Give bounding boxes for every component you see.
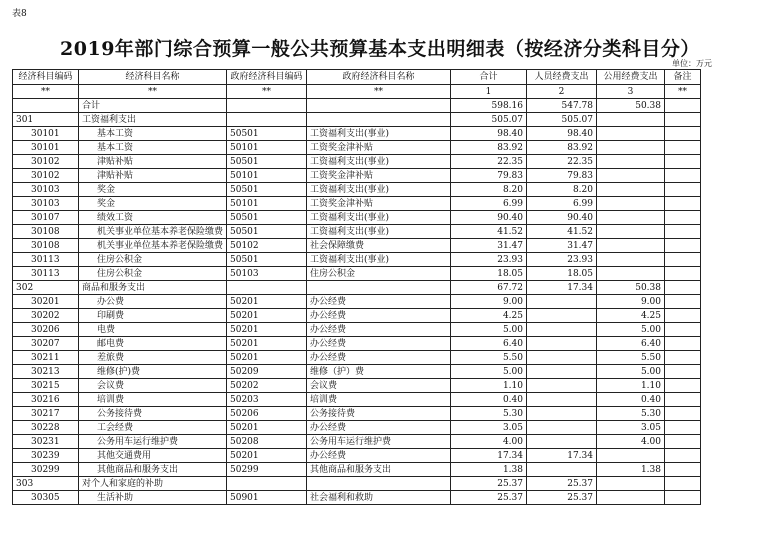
note-cell (665, 155, 701, 169)
econ-code-cell: 30239 (13, 449, 79, 463)
public-cell: 0.40 (597, 393, 665, 407)
table-row (13, 281, 701, 295)
gov-name-cell: 工资福利支出(事业) (307, 127, 451, 141)
econ-code-cell: 30231 (13, 435, 79, 449)
public-cell: 5.00 (597, 323, 665, 337)
public-cell (597, 225, 665, 239)
gov-code-cell: 50101 (227, 169, 307, 183)
note-cell (665, 393, 701, 407)
total-cell: 23.93 (451, 253, 527, 267)
personnel-cell: 17.34 (527, 449, 597, 463)
gov-name-cell: 办公经费 (307, 323, 451, 337)
econ-name-cell: 商品和服务支出 (79, 281, 227, 295)
gov-code-cell: 50103 (227, 267, 307, 281)
marker-cell: 3 (597, 85, 665, 99)
table-row (13, 393, 701, 407)
econ-code-cell: 30103 (13, 183, 79, 197)
gov-code-cell: 50501 (227, 127, 307, 141)
gov-name-cell: 办公经费 (307, 309, 451, 323)
gov-name-cell: 办公经费 (307, 295, 451, 309)
gov-name-cell: 工资奖金津补贴 (307, 141, 451, 155)
total-cell: 17.34 (451, 449, 527, 463)
total-cell: 6.40 (451, 337, 527, 351)
gov-code-cell: 50501 (227, 155, 307, 169)
personnel-cell: 79.83 (527, 169, 597, 183)
econ-name-cell: 公务接待费 (79, 407, 227, 421)
public-cell (597, 253, 665, 267)
gov-code-cell: 50101 (227, 141, 307, 155)
gov-name-cell: 工资福利支出(事业) (307, 225, 451, 239)
note-cell (665, 351, 701, 365)
gov-code-cell: 50201 (227, 351, 307, 365)
gov-code-cell: 50901 (227, 491, 307, 505)
marker-cell: 2 (527, 85, 597, 99)
column-header-gov-code: 政府经济科目编码 (227, 70, 307, 85)
table-row (13, 449, 701, 463)
note-cell (665, 169, 701, 183)
gov-code-cell: 50203 (227, 393, 307, 407)
public-cell (597, 127, 665, 141)
gov-code-cell: 50501 (227, 225, 307, 239)
total-cell: 31.47 (451, 239, 527, 253)
econ-code-cell: 30207 (13, 337, 79, 351)
public-cell: 3.05 (597, 421, 665, 435)
note-cell (665, 421, 701, 435)
econ-name-cell: 对个人和家庭的补助 (79, 477, 227, 491)
public-cell: 5.50 (597, 351, 665, 365)
budget-detail-table (12, 69, 701, 505)
personnel-cell: 25.37 (527, 491, 597, 505)
table-row (13, 127, 701, 141)
personnel-cell: 98.40 (527, 127, 597, 141)
marker-cell: ** (79, 85, 227, 99)
gov-code-cell: 50201 (227, 295, 307, 309)
econ-name-cell: 基本工资 (79, 127, 227, 141)
personnel-cell (527, 463, 597, 477)
gov-code-cell: 50201 (227, 449, 307, 463)
gov-code-cell: 50102 (227, 239, 307, 253)
personnel-cell (527, 365, 597, 379)
public-cell (597, 239, 665, 253)
column-header-note: 备注 (665, 70, 701, 85)
gov-name-cell: 维修（护）费 (307, 365, 451, 379)
econ-name-cell: 住房公积金 (79, 253, 227, 267)
gov-code-cell: 50501 (227, 211, 307, 225)
total-cell: 4.00 (451, 435, 527, 449)
gov-code-cell: 50501 (227, 183, 307, 197)
marker-row (13, 85, 701, 99)
econ-code-cell: 30108 (13, 239, 79, 253)
gov-name-cell: 工资福利支出(事业) (307, 155, 451, 169)
table-row (13, 323, 701, 337)
gov-name-cell: 社会福利和救助 (307, 491, 451, 505)
gov-name-cell: 工资奖金津补贴 (307, 197, 451, 211)
econ-code-cell: 30211 (13, 351, 79, 365)
econ-name-cell: 会议费 (79, 379, 227, 393)
personnel-cell (527, 309, 597, 323)
note-cell (665, 337, 701, 351)
gov-code-cell: 50209 (227, 365, 307, 379)
note-cell (665, 99, 701, 113)
econ-code-cell: 30228 (13, 421, 79, 435)
econ-name-cell: 合计 (79, 99, 227, 113)
table-number-label: 表8 (12, 9, 27, 19)
gov-name-cell: 工资福利支出(事业) (307, 183, 451, 197)
personnel-cell (527, 379, 597, 393)
personnel-cell: 22.35 (527, 155, 597, 169)
econ-code-cell: 30102 (13, 169, 79, 183)
public-cell: 50.38 (597, 99, 665, 113)
econ-name-cell: 基本工资 (79, 141, 227, 155)
table-row (13, 477, 701, 491)
public-cell (597, 197, 665, 211)
econ-name-cell: 机关事业单位基本养老保险缴费 (79, 225, 227, 239)
public-cell (597, 169, 665, 183)
gov-code-cell: 50201 (227, 323, 307, 337)
econ-code-cell: 302 (13, 281, 79, 295)
gov-name-cell: 工资奖金津补贴 (307, 169, 451, 183)
table-row (13, 99, 701, 113)
total-cell: 6.99 (451, 197, 527, 211)
personnel-cell: 18.05 (527, 267, 597, 281)
gov-name-cell: 办公经费 (307, 421, 451, 435)
total-cell: 41.52 (451, 225, 527, 239)
gov-code-cell (227, 281, 307, 295)
personnel-cell: 83.92 (527, 141, 597, 155)
econ-name-cell: 邮电费 (79, 337, 227, 351)
table-row (13, 155, 701, 169)
econ-name-cell: 电费 (79, 323, 227, 337)
note-cell (665, 491, 701, 505)
gov-name-cell: 办公经费 (307, 351, 451, 365)
public-cell: 1.10 (597, 379, 665, 393)
total-cell: 18.05 (451, 267, 527, 281)
total-cell: 505.07 (451, 113, 527, 127)
public-cell (597, 141, 665, 155)
gov-name-cell (307, 99, 451, 113)
column-header-total: 合计 (451, 70, 527, 85)
note-cell (665, 309, 701, 323)
page-title: 2019年部门综合预算一般公共预算基本支出明细表（按经济分类科目分） (60, 38, 700, 60)
table-row (13, 337, 701, 351)
personnel-cell: 23.93 (527, 253, 597, 267)
econ-name-cell: 培训费 (79, 393, 227, 407)
column-header-personnel: 人员经费支出 (527, 70, 597, 85)
table-body (13, 99, 701, 505)
econ-code-cell: 30113 (13, 267, 79, 281)
econ-code-cell: 30202 (13, 309, 79, 323)
econ-code-cell: 30103 (13, 197, 79, 211)
gov-code-cell: 50201 (227, 421, 307, 435)
personnel-cell: 25.37 (527, 477, 597, 491)
econ-code-cell: 30299 (13, 463, 79, 477)
public-cell (597, 113, 665, 127)
econ-code-cell: 30201 (13, 295, 79, 309)
gov-code-cell: 50201 (227, 309, 307, 323)
table-row (13, 463, 701, 477)
total-cell: 5.00 (451, 323, 527, 337)
total-cell: 9.00 (451, 295, 527, 309)
gov-code-cell: 50206 (227, 407, 307, 421)
personnel-cell (527, 295, 597, 309)
econ-code-cell: 30215 (13, 379, 79, 393)
note-cell (665, 225, 701, 239)
gov-name-cell: 住房公积金 (307, 267, 451, 281)
public-cell (597, 183, 665, 197)
personnel-cell: 90.40 (527, 211, 597, 225)
gov-name-cell: 办公经费 (307, 449, 451, 463)
total-cell: 3.05 (451, 421, 527, 435)
column-header-econ-name: 经济科目名称 (79, 70, 227, 85)
econ-code-cell (13, 99, 79, 113)
total-cell: 5.30 (451, 407, 527, 421)
total-cell: 4.25 (451, 309, 527, 323)
econ-code-cell: 30216 (13, 393, 79, 407)
econ-code-cell: 30206 (13, 323, 79, 337)
personnel-cell (527, 435, 597, 449)
gov-code-cell: 50299 (227, 463, 307, 477)
public-cell (597, 155, 665, 169)
marker-cell: 1 (451, 85, 527, 99)
econ-code-cell: 30217 (13, 407, 79, 421)
total-cell: 22.35 (451, 155, 527, 169)
gov-code-cell (227, 99, 307, 113)
public-cell (597, 211, 665, 225)
econ-name-cell: 住房公积金 (79, 267, 227, 281)
total-cell: 0.40 (451, 393, 527, 407)
gov-code-cell: 50208 (227, 435, 307, 449)
public-cell (597, 449, 665, 463)
column-header-gov-name: 政府经济科目名称 (307, 70, 451, 85)
marker-cell: ** (227, 85, 307, 99)
personnel-cell (527, 337, 597, 351)
econ-name-cell: 维修(护)费 (79, 365, 227, 379)
note-cell (665, 239, 701, 253)
table-row (13, 141, 701, 155)
total-cell: 67.72 (451, 281, 527, 295)
gov-code-cell: 50501 (227, 253, 307, 267)
marker-cell: ** (13, 85, 79, 99)
total-cell: 79.83 (451, 169, 527, 183)
gov-name-cell (307, 477, 451, 491)
econ-name-cell: 机关事业单位基本养老保险缴费 (79, 239, 227, 253)
unit-label: 单位：万元 (672, 59, 712, 68)
gov-name-cell: 工资福利支出(事业) (307, 253, 451, 267)
econ-code-cell: 303 (13, 477, 79, 491)
gov-code-cell (227, 113, 307, 127)
total-cell: 83.92 (451, 141, 527, 155)
personnel-cell: 6.99 (527, 197, 597, 211)
column-header-public: 公用经费支出 (597, 70, 665, 85)
table-row (13, 211, 701, 225)
note-cell (665, 379, 701, 393)
personnel-cell: 31.47 (527, 239, 597, 253)
table-row (13, 225, 701, 239)
public-cell: 4.25 (597, 309, 665, 323)
public-cell: 6.40 (597, 337, 665, 351)
column-header-econ-code: 经济科目编码 (13, 70, 79, 85)
personnel-cell (527, 323, 597, 337)
econ-code-cell: 30113 (13, 253, 79, 267)
note-cell (665, 295, 701, 309)
personnel-cell (527, 393, 597, 407)
table-row (13, 183, 701, 197)
gov-code-cell (227, 477, 307, 491)
note-cell (665, 127, 701, 141)
econ-code-cell: 301 (13, 113, 79, 127)
public-cell: 50.38 (597, 281, 665, 295)
gov-code-cell: 50201 (227, 337, 307, 351)
econ-name-cell: 奖金 (79, 197, 227, 211)
personnel-cell (527, 421, 597, 435)
marker-cell: ** (665, 85, 701, 99)
note-cell (665, 253, 701, 267)
note-cell (665, 183, 701, 197)
note-cell (665, 113, 701, 127)
note-cell (665, 365, 701, 379)
table-row (13, 295, 701, 309)
gov-name-cell: 工资福利支出(事业) (307, 211, 451, 225)
econ-code-cell: 30101 (13, 127, 79, 141)
table-row (13, 435, 701, 449)
table-row (13, 351, 701, 365)
gov-name-cell: 社会保障缴费 (307, 239, 451, 253)
header-row (13, 70, 701, 85)
econ-name-cell: 差旅费 (79, 351, 227, 365)
personnel-cell (527, 407, 597, 421)
gov-name-cell: 会议费 (307, 379, 451, 393)
table-row (13, 421, 701, 435)
econ-code-cell: 30101 (13, 141, 79, 155)
econ-name-cell: 公务用车运行维护费 (79, 435, 227, 449)
econ-name-cell: 奖金 (79, 183, 227, 197)
public-cell (597, 477, 665, 491)
econ-name-cell: 印刷费 (79, 309, 227, 323)
econ-name-cell: 办公费 (79, 295, 227, 309)
econ-code-cell: 30102 (13, 155, 79, 169)
gov-name-cell (307, 281, 451, 295)
public-cell (597, 267, 665, 281)
total-cell: 1.10 (451, 379, 527, 393)
econ-code-cell: 30305 (13, 491, 79, 505)
table-row (13, 365, 701, 379)
note-cell (665, 435, 701, 449)
total-cell: 8.20 (451, 183, 527, 197)
total-cell: 5.50 (451, 351, 527, 365)
personnel-cell: 505.07 (527, 113, 597, 127)
gov-name-cell: 办公经费 (307, 337, 451, 351)
public-cell: 9.00 (597, 295, 665, 309)
total-cell: 90.40 (451, 211, 527, 225)
note-cell (665, 449, 701, 463)
note-cell (665, 211, 701, 225)
personnel-cell: 17.34 (527, 281, 597, 295)
total-cell: 5.00 (451, 365, 527, 379)
note-cell (665, 281, 701, 295)
table-row (13, 253, 701, 267)
public-cell: 4.00 (597, 435, 665, 449)
total-cell: 25.37 (451, 491, 527, 505)
public-cell (597, 491, 665, 505)
gov-name-cell: 其他商品和服务支出 (307, 463, 451, 477)
econ-name-cell: 工会经费 (79, 421, 227, 435)
note-cell (665, 323, 701, 337)
econ-name-cell: 津贴补贴 (79, 155, 227, 169)
note-cell (665, 477, 701, 491)
table-row (13, 267, 701, 281)
public-cell: 5.30 (597, 407, 665, 421)
total-cell: 98.40 (451, 127, 527, 141)
note-cell (665, 267, 701, 281)
personnel-cell: 547.78 (527, 99, 597, 113)
gov-code-cell: 50101 (227, 197, 307, 211)
econ-code-cell: 30107 (13, 211, 79, 225)
note-cell (665, 407, 701, 421)
econ-name-cell: 绩效工资 (79, 211, 227, 225)
econ-name-cell: 津贴补贴 (79, 169, 227, 183)
personnel-cell: 8.20 (527, 183, 597, 197)
table-row (13, 407, 701, 421)
table-row (13, 239, 701, 253)
table-row (13, 491, 701, 505)
note-cell (665, 197, 701, 211)
econ-name-cell: 其他交通费用 (79, 449, 227, 463)
total-cell: 598.16 (451, 99, 527, 113)
table-row (13, 197, 701, 211)
table-row (13, 309, 701, 323)
gov-name-cell: 公务用车运行维护费 (307, 435, 451, 449)
gov-code-cell: 50202 (227, 379, 307, 393)
note-cell (665, 141, 701, 155)
gov-name-cell: 培训费 (307, 393, 451, 407)
table-row (13, 113, 701, 127)
econ-code-cell: 30108 (13, 225, 79, 239)
econ-code-cell: 30213 (13, 365, 79, 379)
gov-name-cell: 公务接待费 (307, 407, 451, 421)
gov-name-cell (307, 113, 451, 127)
public-cell: 1.38 (597, 463, 665, 477)
econ-name-cell: 工资福利支出 (79, 113, 227, 127)
econ-name-cell: 其他商品和服务支出 (79, 463, 227, 477)
table-row (13, 379, 701, 393)
marker-cell: ** (307, 85, 451, 99)
total-cell: 1.38 (451, 463, 527, 477)
total-cell: 25.37 (451, 477, 527, 491)
note-cell (665, 463, 701, 477)
personnel-cell: 41.52 (527, 225, 597, 239)
table-row (13, 169, 701, 183)
public-cell: 5.00 (597, 365, 665, 379)
econ-name-cell: 生活补助 (79, 491, 227, 505)
personnel-cell (527, 351, 597, 365)
